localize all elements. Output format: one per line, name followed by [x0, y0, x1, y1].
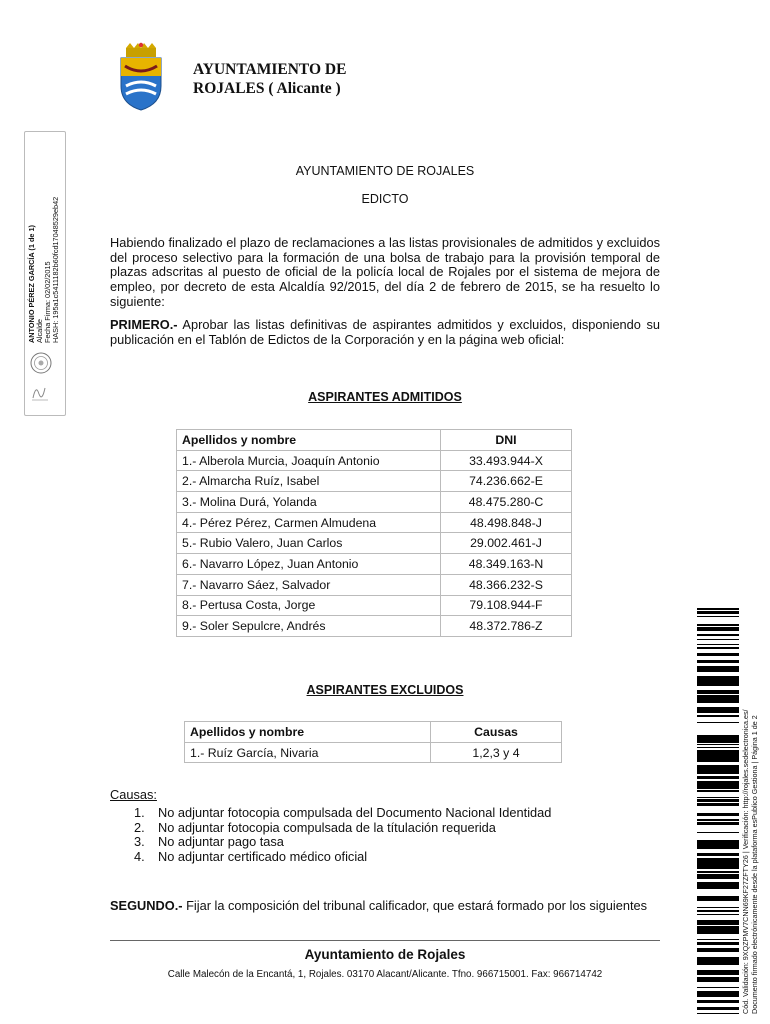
- applicant-dni: 48.349.163-N: [441, 554, 572, 575]
- applicant-name: 8.- Pertusa Costa, Jorge: [177, 595, 441, 616]
- segundo-text: Fijar la composición del tribunal calificador, que estará formado por los siguientes: [182, 898, 648, 913]
- footer-organization: Ayuntamiento de Rojales: [304, 947, 466, 962]
- signature-date: Fecha Firma: 02/02/2015: [43, 261, 52, 343]
- table-row: [177, 574, 572, 595]
- organization-name: [193, 60, 346, 98]
- admitted-heading-text: ASPIRANTES ADMITIDOS: [308, 390, 462, 404]
- excluded-heading: [110, 681, 660, 699]
- applicant-name: 6.- Navarro López, Juan Antonio: [177, 554, 441, 575]
- applicant-name: 7.- Navarro Sáez, Salvador: [177, 574, 441, 595]
- applicant-dni: 48.475.280-C: [441, 492, 572, 513]
- applicant-name: 3.- Molina Durá, Yolanda: [177, 492, 441, 513]
- causes-list: [110, 806, 551, 864]
- table-row: [177, 616, 572, 637]
- list-item: [110, 850, 551, 865]
- primero-label: PRIMERO.-: [110, 317, 178, 332]
- applicant-name: 4.- Pérez Pérez, Carmen Almudena: [177, 512, 441, 533]
- applicant-name: 9.- Soler Sepulcre, Andrés: [177, 616, 441, 637]
- footer-divider: [110, 940, 660, 941]
- document-title: AYUNTAMIENTO DE ROJALES: [295, 164, 475, 178]
- applicant-name: 1.- Alberola Murcia, Joaquín Antonio: [177, 450, 441, 471]
- applicant-dni: 48.366.232-S: [441, 574, 572, 595]
- column-header-causes: Causas: [431, 722, 562, 743]
- list-item: [110, 821, 551, 836]
- table-row: [177, 492, 572, 513]
- signer-role: Alcalde: [35, 319, 44, 343]
- list-item-text: No adjuntar certificado médico oficial: [158, 848, 368, 864]
- exclusion-causes: 1,2,3 y 4: [431, 742, 562, 763]
- admitted-table: [176, 429, 572, 637]
- excluded-table: [184, 721, 562, 763]
- list-item: [110, 835, 551, 850]
- organization-name-line1: AYUNTAMIENTO DE: [193, 61, 347, 78]
- primero-paragraph: [110, 318, 660, 347]
- causes-label: Causas:: [110, 787, 157, 802]
- verification-code: Cód. Validación: 9XQZPMV7CNN69KF27ZFTY26 | Verificación: http://rojales.sedelectronica.es/: [741, 709, 750, 1014]
- list-item-text: No adjuntar pago tasa: [158, 834, 284, 849]
- signature-hash: HASH: 195a1c5411182b60fcd17048529eb42: [51, 196, 60, 343]
- organization-name-line2: ROJALES ( Alicante ): [193, 80, 341, 97]
- list-item-number: 1.: [134, 805, 145, 820]
- list-item-number: 3.: [134, 834, 145, 849]
- list-item: [110, 806, 551, 821]
- barcode-icon: [697, 608, 739, 1014]
- excluded-heading-text: ASPIRANTES EXCLUIDOS: [306, 683, 464, 697]
- signer-name: ANTONIO PÉREZ GARCÍA (1 de 1): [27, 225, 36, 343]
- table-row: [177, 533, 572, 554]
- document-subtitle: EDICTO: [361, 192, 409, 206]
- segundo-label: SEGUNDO.-: [110, 898, 183, 913]
- intro-paragraph: Habiendo finalizado el plazo de reclamaciones a las listas provisionales de admitidos y excluidos del proceso selectivo para la formación de una bolsa de trabajo para la provisión temporal de plazas adscritas al puesto de oficial de la policía local de Rojales por el sistema de mejora de empleo, por decreto de esta Alcaldía 92/2015, del día 2 de febrero de 2015, se ha resuelto lo siguiente:: [110, 235, 660, 309]
- table-row: [177, 554, 572, 575]
- footer-address: Calle Malecón de la Encantá, 1, Rojales. 03170 Alacant/Alicante. Tfno. 966715001. Fax: 966714742: [167, 969, 603, 980]
- verification-signature-note: Documento firmado electrónicamente desde la plataforma esPublico Gestiona | Página 1 de 2: [750, 715, 759, 1014]
- applicant-dni: 29.002.461-J: [441, 533, 572, 554]
- signature-stamp-text: [24, 131, 64, 351]
- table-row: [177, 595, 572, 616]
- table-row: [185, 742, 562, 763]
- table-header-row: [177, 430, 572, 451]
- applicant-dni: 33.493.944-X: [441, 450, 572, 471]
- signature-mark-icon: [30, 380, 50, 404]
- admitted-heading: [110, 388, 660, 406]
- table-row: [177, 512, 572, 533]
- applicant-name: 2.- Almarcha Ruíz, Isabel: [177, 471, 441, 492]
- table-header-row: [185, 722, 562, 743]
- list-item-text: No adjuntar fotocopia compulsada del Documento Nacional Identidad: [158, 805, 552, 820]
- list-item-number: 2.: [134, 819, 145, 835]
- applicant-dni: 79.108.944-F: [441, 595, 572, 616]
- table-row: [177, 450, 572, 471]
- applicant-name: 1.- Ruíz García, Nivaria: [185, 742, 431, 763]
- column-header-name: Apellidos y nombre: [185, 722, 431, 743]
- applicant-dni: 74.236.662-E: [441, 471, 572, 492]
- column-header-name: Apellidos y nombre: [177, 430, 441, 451]
- primero-text: Aprobar las listas definitivas de aspirantes admitidos y excluidos, disponiendo su publicación en el Tablón de Edictos de la Corporación y en la página web oficial:: [110, 317, 660, 347]
- list-item-number: 4.: [134, 848, 145, 864]
- list-item-text: No adjuntar fotocopia compulsada de la títulación requerida: [158, 819, 496, 835]
- segundo-paragraph: [110, 899, 660, 914]
- table-row: [177, 471, 572, 492]
- applicant-dni: 48.372.786-Z: [441, 616, 572, 637]
- column-header-dni: DNI: [441, 430, 572, 451]
- municipal-crest-icon: [112, 42, 170, 112]
- official-seal-icon: [30, 352, 52, 374]
- applicant-dni: 48.498.848-J: [441, 512, 572, 533]
- applicant-name: 5.- Rubio Valero, Juan Carlos: [177, 533, 441, 554]
